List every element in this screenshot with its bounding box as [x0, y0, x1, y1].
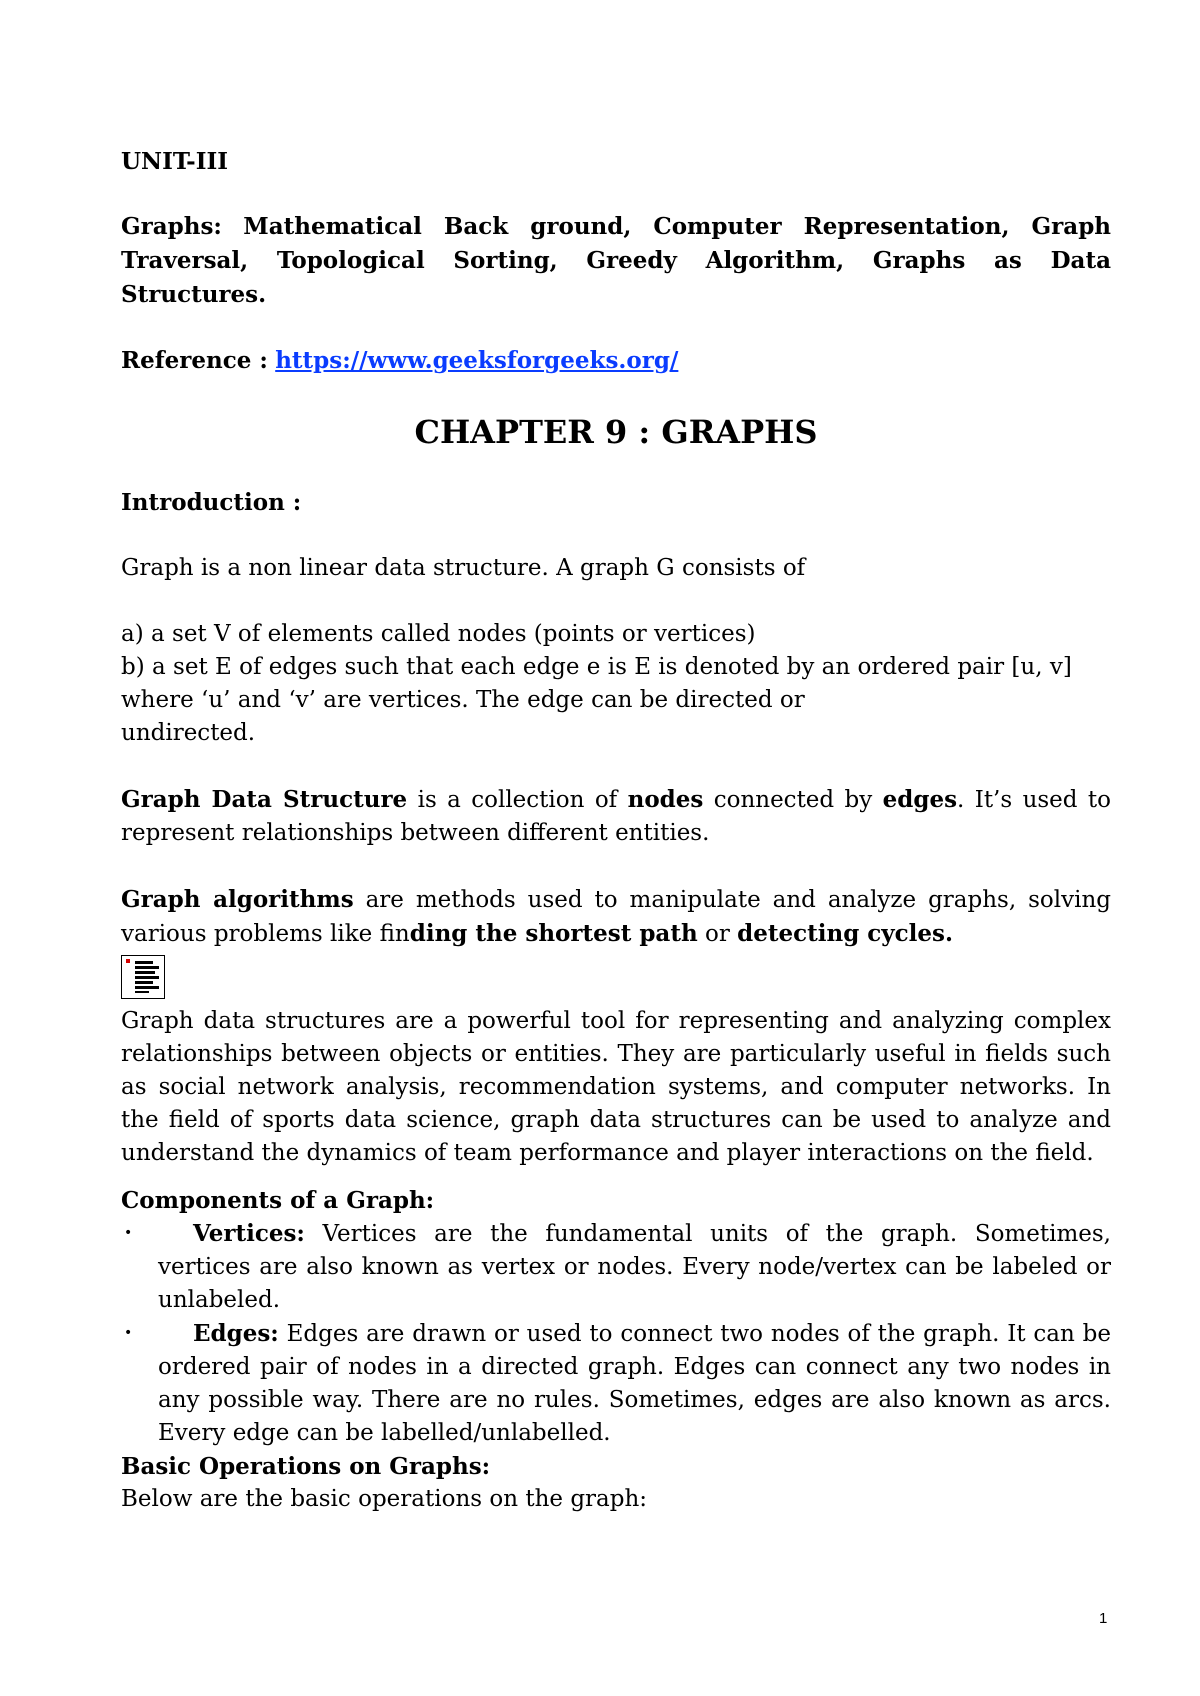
spacer: [121, 750, 1111, 783]
definition-b-cont: undirected.: [121, 720, 256, 746]
component-text: Edges are drawn or used to connect two nodes of the graph. It can be ordered pair of nodes in a directed graph. Edges can connect any two nodes in any possible way. There are no rules. Sometimes, edges are also known as arcs. Every edge can be labelled/unlabelled.: [158, 1321, 1111, 1446]
components-list: [121, 1217, 1111, 1450]
operations-intro: Below are the basic operations on the graph:: [121, 1486, 648, 1512]
ga-text-2: or: [697, 921, 738, 947]
page-number: 1: [1099, 1610, 1108, 1627]
bullet-icon: •: [124, 1325, 133, 1341]
list-item: [121, 1317, 1111, 1450]
broken-image-glyph: [122, 956, 163, 997]
definition-b: b) a set E of edges such that each edge e is E is denoted by an ordered pair [u, v] where ‘u’ and ‘v’ are vertices. The edge can be directed or: [121, 654, 1072, 713]
gds-edges: edges: [882, 786, 958, 813]
topics-text: Mathematical Back ground, Computer Representation, Graph Traversal, Topological Sorting, Greedy Algorithm, Graphs as Data Structures.: [121, 213, 1112, 308]
list-item: [121, 1217, 1111, 1317]
graph-data-structure-paragraph: [121, 783, 1111, 850]
topics-label: Graphs:: [121, 213, 222, 240]
spacer: [121, 850, 1111, 883]
gds-text-2: connected by: [703, 787, 883, 813]
ga-detecting-cycles: detecting cycles.: [737, 920, 953, 947]
chapter-title: CHAPTER 9 : GRAPHS: [414, 413, 818, 451]
reference-line: [121, 344, 1111, 378]
graph-algorithms-paragraph: [121, 883, 1111, 951]
gds-text-3: . It’s used to represent relationships between different entities.: [121, 787, 1111, 846]
broken-image-icon: [121, 955, 165, 999]
ga-term: Graph algorithms: [121, 886, 354, 913]
component-text: Vertices are the fundamental units of the graph. Sometimes, vertices are also known as vertex or nodes. Every node/vertex can be labeled or unlabeled.: [158, 1221, 1111, 1313]
graph-uses-paragraph: Graph data structures are a powerful tool for representing and analyzing complex relationships between objects or entities. They are particularly useful in fields such as social network analysis, recommendation systems, and computer networks. In the field of sports data science, graph data structures can be used to analyze and understand the dynamics of team performance and player interactions on the field.: [121, 1008, 1111, 1166]
spacer: [121, 519, 1111, 552]
reference-link[interactable]: https://www.geeksforgeeks.org/: [275, 347, 679, 374]
reference-label: Reference :: [121, 347, 268, 374]
ga-shortest-path: ding the shortest path: [409, 920, 698, 947]
bullet-icon: •: [124, 1225, 133, 1241]
gds-text-1: is a collection of: [407, 787, 628, 813]
component-term: Vertices:: [193, 1220, 305, 1247]
operations-heading: Basic Operations on Graphs:: [121, 1453, 491, 1480]
intro-line: Graph is a non linear data structure. A graph G consists of: [121, 555, 806, 581]
definition-a: a) a set V of elements called nodes (points or vertices): [121, 621, 756, 647]
components-heading: Components of a Graph:: [121, 1187, 435, 1214]
gds-term: Graph Data Structure: [121, 786, 408, 813]
gds-nodes: nodes: [627, 786, 704, 813]
unit-heading: UNIT-III: [121, 148, 228, 175]
unit-topics: [121, 210, 1111, 312]
ga-text-1: are methods used to manipulate and analyze graphs, solving various problems like fin: [121, 887, 1111, 947]
intro-heading: Introduction :: [121, 489, 302, 516]
spacer: [121, 585, 1111, 618]
component-term: Edges:: [193, 1320, 279, 1347]
